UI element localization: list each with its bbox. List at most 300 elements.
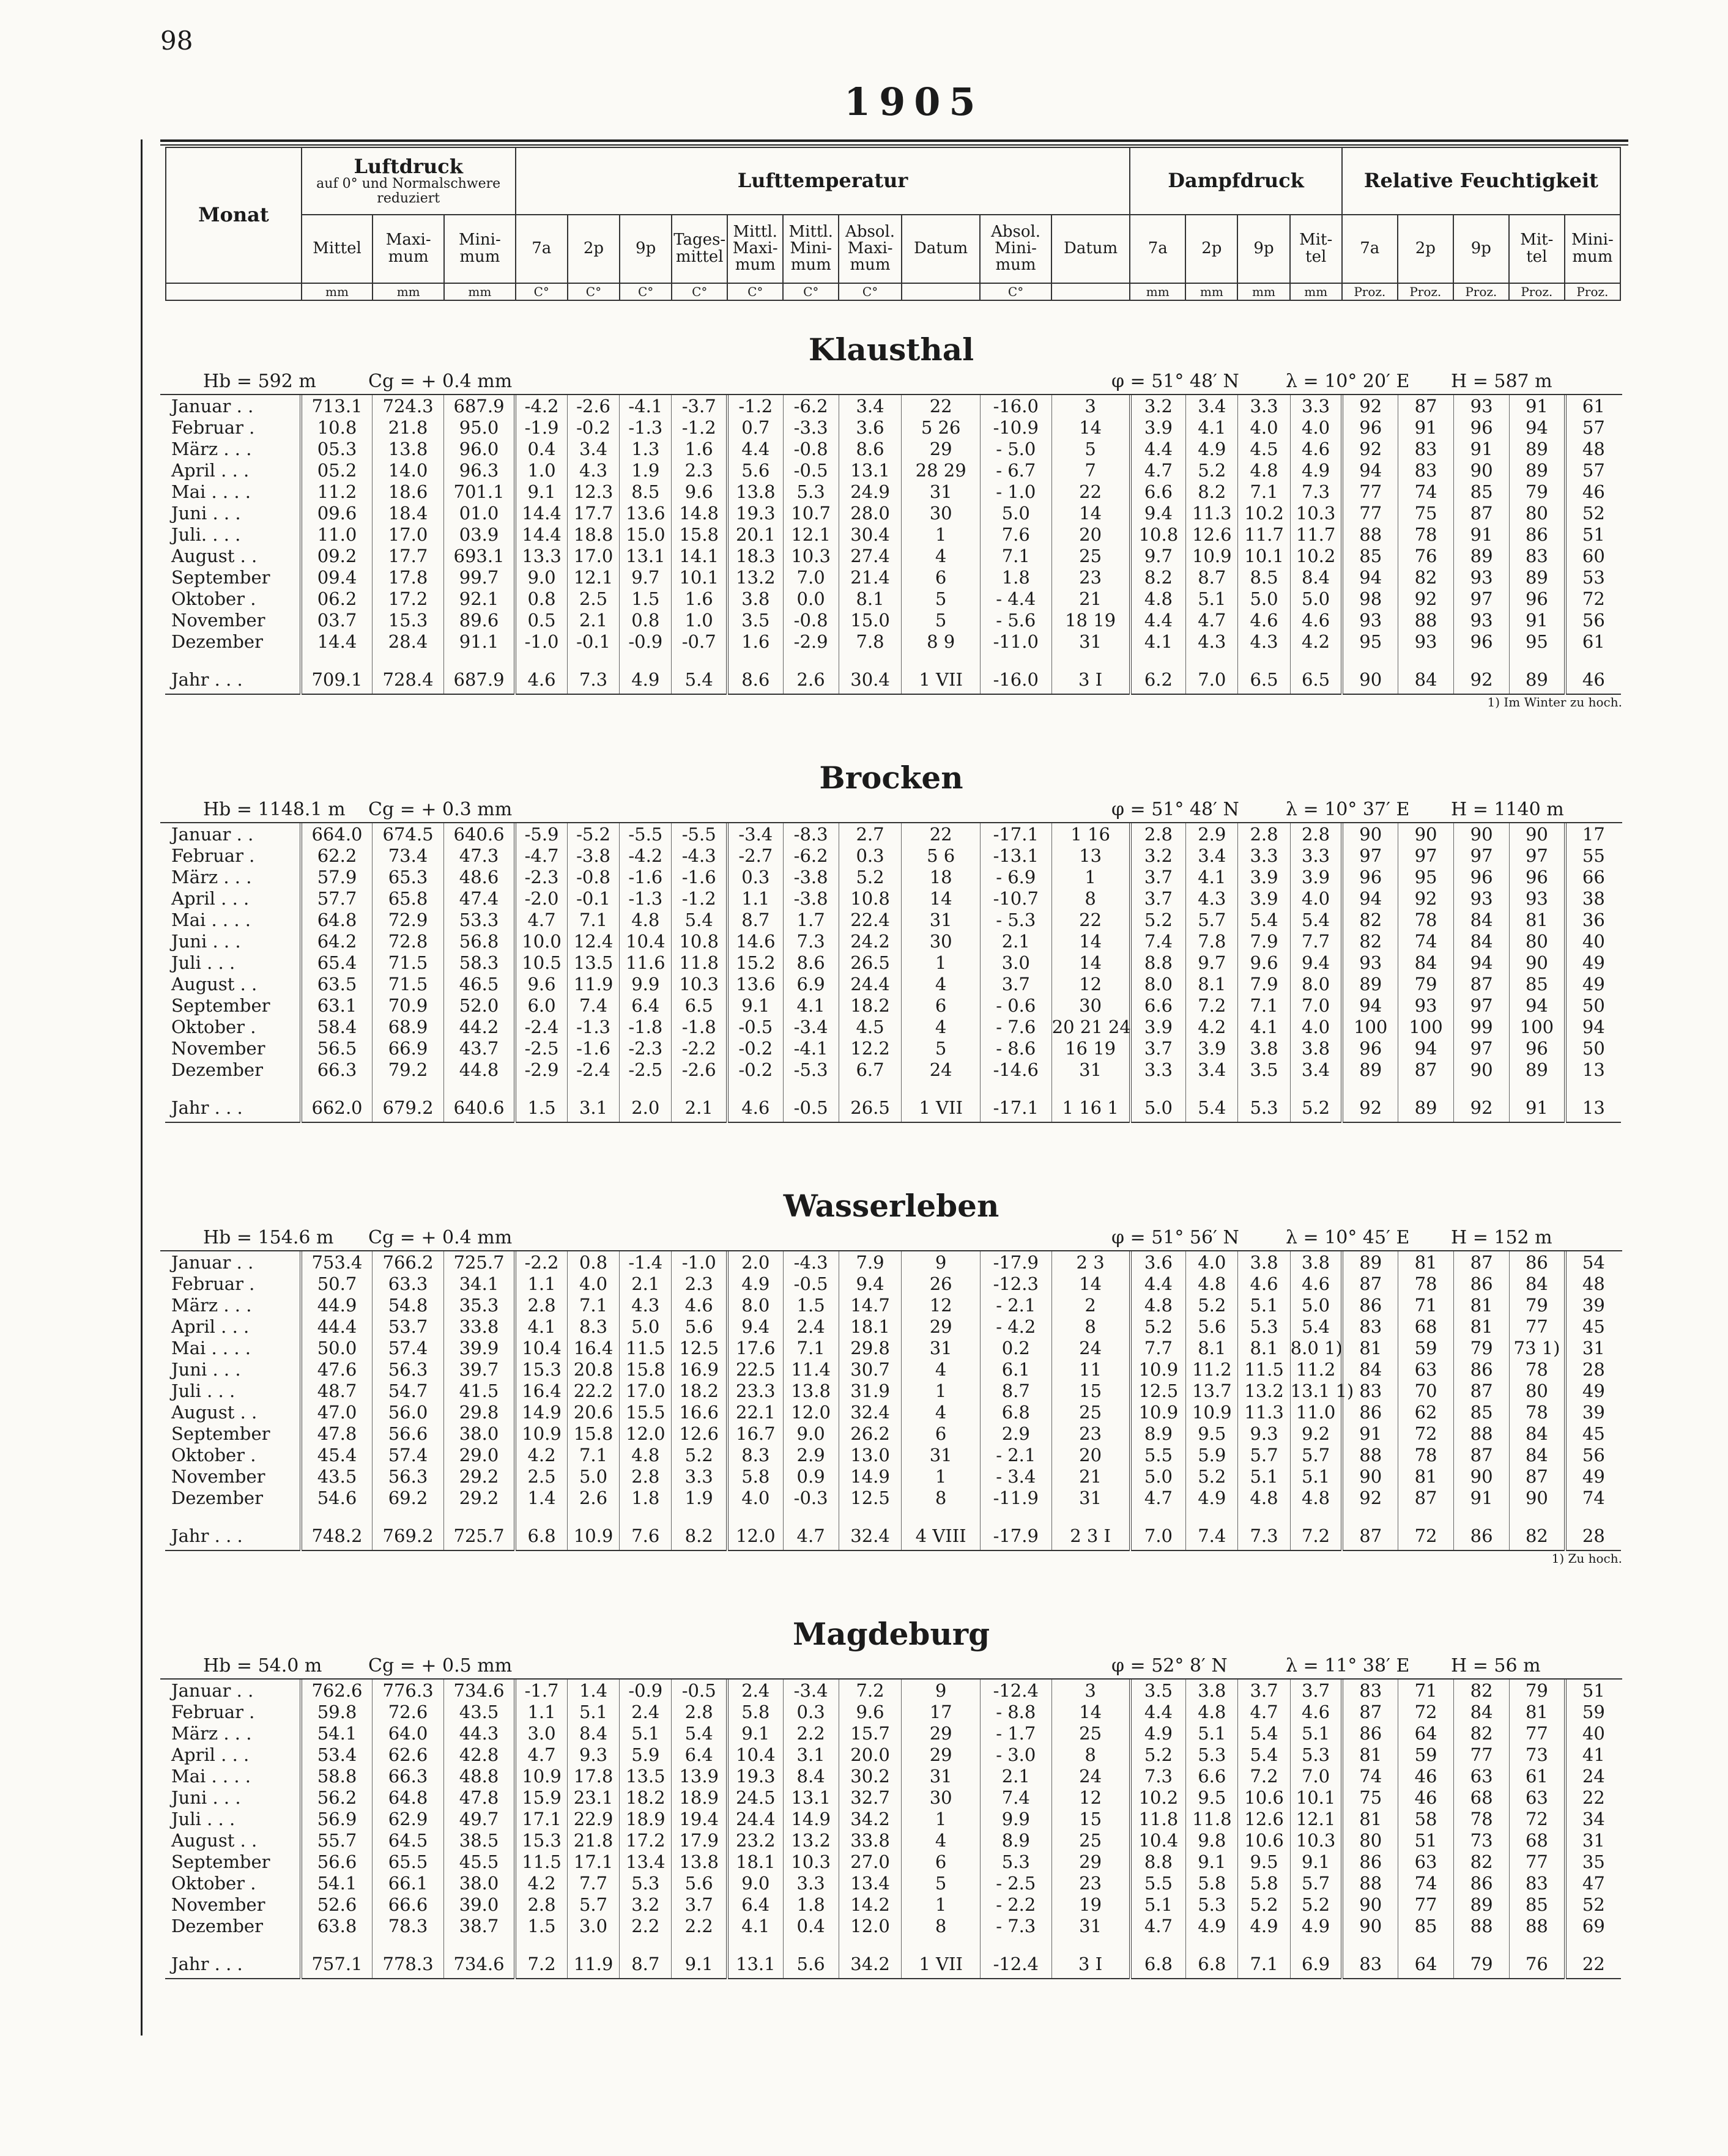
data-cell: -4.2 [515, 395, 567, 417]
data-cell: 81 [1510, 909, 1565, 930]
data-cell: 13.1 [727, 1936, 783, 1979]
data-cell: 11.3 [1238, 1401, 1290, 1423]
data-cell: 1 VII [902, 1936, 980, 1979]
data-cell: 3.7 [980, 973, 1051, 995]
data-cell: 21.8 [567, 1829, 619, 1851]
data-cell: 25 [1051, 1401, 1130, 1423]
data-cell: 83 [1342, 1936, 1398, 1979]
data-cell: 1.0 [672, 609, 727, 631]
data-cell: 8.2 [1186, 481, 1238, 502]
data-cell: 7.1 [980, 545, 1051, 566]
data-cell: 24.5 [727, 1787, 783, 1808]
data-cell: 32.7 [839, 1787, 902, 1808]
data-cell: 11.2 [301, 481, 373, 502]
data-cell: 4.0 [727, 1487, 783, 1508]
data-cell: 46.5 [443, 973, 515, 995]
data-cell: -3.4 [783, 1680, 839, 1701]
month-label: August . . [171, 1401, 258, 1423]
data-cell: 9.1 [727, 1722, 783, 1744]
data-cell: 2.5 [567, 588, 619, 609]
data-cell: 19.3 [727, 502, 783, 524]
data-cell: - 4.4 [980, 588, 1051, 609]
data-cell: 82 [1398, 566, 1454, 588]
data-cell: 3.2 [1130, 845, 1186, 866]
data-cell: 87 [1454, 502, 1510, 524]
data-cell: 1 [1051, 866, 1130, 887]
station-section [160, 330, 1622, 709]
data-cell: 8 [1051, 1316, 1130, 1337]
data-cell: 7.4 [1186, 1508, 1238, 1550]
data-cell: 63.8 [301, 1915, 373, 1936]
data-cell: 640.6 [443, 823, 515, 845]
header-unit: C° [727, 283, 783, 300]
data-cell: 21.8 [373, 417, 444, 438]
data-cell: 12.0 [620, 1423, 672, 1444]
station-section [160, 1615, 1622, 1979]
data-cell: 78.3 [373, 1915, 444, 1936]
data-cell: 7.9 [839, 1251, 902, 1273]
station-table [165, 823, 1621, 1123]
data-cell: 66.1 [373, 1872, 444, 1894]
data-cell: 72.9 [373, 909, 444, 930]
data-cell: 61 [1565, 631, 1621, 652]
data-cell: 4.0 [1238, 417, 1290, 438]
data-cell: 18.9 [672, 1787, 727, 1808]
data-cell: 85 [1510, 973, 1565, 995]
data-cell: 8.7 [620, 1936, 672, 1979]
data-cell: 4.2 [515, 1444, 567, 1465]
station-name: Wasserleben [783, 1188, 999, 1224]
data-cell: 687.9 [443, 652, 515, 694]
page-number: 98 [160, 26, 193, 56]
data-cell: - 5.0 [980, 438, 1051, 459]
data-cell: 77 [1342, 502, 1398, 524]
data-cell: 31 [1565, 1829, 1621, 1851]
data-cell: 41.5 [443, 1380, 515, 1401]
data-cell: 3.9 [1290, 866, 1342, 887]
data-cell: 2.9 [980, 1423, 1051, 1444]
data-cell: 4.8 [1130, 1294, 1186, 1316]
data-cell: 8 9 [902, 631, 980, 652]
data-cell: 4.8 [1238, 1487, 1290, 1508]
data-cell: 693.1 [443, 545, 515, 566]
data-cell: -17.9 [980, 1508, 1051, 1550]
month-label: Jahr . . . [165, 1936, 301, 1979]
data-cell: 89 [1342, 1059, 1398, 1080]
data-cell: 09.2 [301, 545, 373, 566]
data-cell: 14.0 [373, 459, 444, 481]
data-cell: 53.7 [373, 1316, 444, 1337]
data-cell: 88 [1398, 609, 1454, 631]
data-cell: 7.8 [1186, 930, 1238, 952]
data-cell: 43.5 [301, 1465, 373, 1487]
header-luftdruck-sub: auf 0° und Normalschwere reduziert [316, 176, 501, 206]
data-cell: 12.4 [567, 930, 619, 952]
month-label: Dezember [171, 631, 263, 652]
month-row [165, 1872, 1621, 1894]
data-cell: 90 [1510, 952, 1565, 973]
data-cell: 725.7 [443, 1508, 515, 1550]
data-cell: 92 [1398, 588, 1454, 609]
data-cell: 6.5 [1238, 652, 1290, 694]
data-cell: 47.8 [443, 1787, 515, 1808]
data-cell: 23 [1051, 566, 1130, 588]
station-h: H = 152 m [1451, 1227, 1552, 1248]
data-cell: 8.5 [1238, 566, 1290, 588]
data-cell: 8.7 [727, 909, 783, 930]
data-cell: 11.0 [301, 524, 373, 545]
data-cell: 5.7 [1290, 1872, 1342, 1894]
month-row [165, 1423, 1621, 1444]
data-cell: 83 [1342, 1680, 1398, 1701]
data-cell: 82 [1454, 1680, 1510, 1701]
data-cell: 94 [1342, 887, 1398, 909]
month-row [165, 609, 1621, 631]
data-cell: 1.1 [727, 887, 783, 909]
data-cell: 87 [1454, 1444, 1510, 1465]
data-cell: 85 [1454, 1401, 1510, 1423]
data-cell: 762.6 [301, 1680, 373, 1701]
year-row [165, 1080, 1621, 1122]
data-cell: 56.6 [373, 1423, 444, 1444]
data-cell: 9.1 [1290, 1851, 1342, 1872]
data-cell: 57.4 [373, 1444, 444, 1465]
data-cell: -13.1 [980, 845, 1051, 866]
data-cell: 4.2 [1186, 1016, 1238, 1037]
data-cell: 5.4 [672, 909, 727, 930]
data-cell: 7.3 [1238, 1508, 1290, 1550]
data-cell: 5.7 [1186, 909, 1238, 930]
data-cell: 6.6 [1186, 1765, 1238, 1787]
station-meta [160, 1654, 1622, 1680]
data-cell: 39 [1565, 1401, 1621, 1423]
data-cell: 1.0 [515, 459, 567, 481]
data-cell: 0.8 [620, 609, 672, 631]
data-cell: 63 [1398, 1851, 1454, 1872]
data-cell: 100 [1510, 1016, 1565, 1037]
data-cell: 15.3 [515, 1829, 567, 1851]
data-cell: 2.1 [980, 1765, 1051, 1787]
data-cell: -1.6 [567, 1037, 619, 1059]
data-cell: 24.9 [839, 481, 902, 502]
year-row [165, 1936, 1621, 1979]
data-cell: 4.9 [1130, 1722, 1186, 1744]
data-cell: 22 [1565, 1936, 1621, 1979]
data-cell: 29.2 [443, 1487, 515, 1508]
data-cell: 6.4 [727, 1894, 783, 1915]
data-cell: 3 I [1051, 1936, 1130, 1979]
data-cell: 2.8 [1290, 823, 1342, 845]
year-row [165, 1508, 1621, 1550]
data-cell: 93 [1454, 566, 1510, 588]
month-row [165, 1337, 1621, 1358]
data-cell: 64 [1398, 1722, 1454, 1744]
data-cell: 18.2 [839, 995, 902, 1016]
data-cell: 12.6 [672, 1423, 727, 1444]
data-cell: 92 [1342, 438, 1398, 459]
month-row [165, 1380, 1621, 1401]
data-cell: 47.4 [443, 887, 515, 909]
data-cell: 15.8 [567, 1423, 619, 1444]
header-unit: mm [1185, 283, 1237, 300]
data-cell: 97 [1454, 845, 1510, 866]
data-cell: 8 [902, 1915, 980, 1936]
data-cell: -2.2 [672, 1037, 727, 1059]
data-cell: 7.7 [567, 1872, 619, 1894]
data-cell: 94 [1510, 417, 1565, 438]
data-cell: 1 VII [902, 652, 980, 694]
data-cell: 24 [1051, 1337, 1130, 1358]
month-label: März . . . [171, 866, 252, 887]
header-unit: mm [1130, 283, 1185, 300]
data-cell: 78 [1398, 524, 1454, 545]
data-cell: 6 [902, 566, 980, 588]
data-cell: 4.0 [1290, 417, 1342, 438]
data-cell: 11.9 [567, 1936, 619, 1979]
header-luftdruck-title: Luftdruck [354, 154, 463, 178]
data-cell: 62.6 [373, 1744, 444, 1765]
data-cell: 96.0 [443, 438, 515, 459]
data-cell: 46 [1398, 1765, 1454, 1787]
data-cell: 8.4 [1290, 566, 1342, 588]
data-cell: 06.2 [301, 588, 373, 609]
data-cell: 84 [1398, 652, 1454, 694]
data-cell: 64.0 [373, 1722, 444, 1744]
data-cell: 10.9 [567, 1508, 619, 1550]
data-cell: 55.7 [301, 1829, 373, 1851]
data-cell: 75 [1398, 502, 1454, 524]
data-cell: 4.7 [1238, 1701, 1290, 1722]
data-cell: -16.0 [980, 652, 1051, 694]
data-cell: 6.8 [980, 1401, 1051, 1423]
data-cell: 9.0 [783, 1423, 839, 1444]
data-cell: 9.7 [620, 566, 672, 588]
data-cell: 713.1 [301, 395, 373, 417]
month-label: Juni . . . [171, 502, 241, 524]
data-cell: 88 [1342, 1872, 1398, 1894]
data-cell: 29.8 [839, 1337, 902, 1358]
data-cell: - 1.7 [980, 1722, 1051, 1744]
data-cell: 5.1 [1186, 1722, 1238, 1744]
data-cell: 8.0 1) [1290, 1337, 1343, 1358]
data-cell: 87 [1342, 1508, 1398, 1550]
data-cell: 4 [902, 1401, 980, 1423]
month-label: Juli . . . [171, 1380, 235, 1401]
data-cell: 12.0 [839, 1915, 902, 1936]
data-cell: 3.7 [672, 1894, 727, 1915]
data-cell: 4.9 [620, 652, 672, 694]
data-cell: 20.6 [567, 1401, 619, 1423]
data-cell: 1 [902, 524, 980, 545]
data-cell: 1.5 [620, 588, 672, 609]
data-cell: - 7.3 [980, 1915, 1051, 1936]
data-cell: 10.8 [672, 930, 727, 952]
data-cell: 63 [1454, 1765, 1510, 1787]
data-cell: 4.6 [672, 1294, 727, 1316]
data-cell: 5 [902, 609, 980, 631]
data-cell: 59.8 [301, 1701, 373, 1722]
data-cell: -1.6 [672, 866, 727, 887]
data-cell: 4.1 [1186, 417, 1238, 438]
data-cell: 14 [1051, 502, 1130, 524]
header-col: Mini-mum [444, 215, 516, 283]
data-cell: -12.4 [980, 1680, 1051, 1701]
top-rule [160, 139, 1628, 142]
data-cell: -2.0 [515, 887, 567, 909]
data-cell: 58 [1398, 1808, 1454, 1829]
data-cell: 79 [1510, 481, 1565, 502]
data-cell: 7.2 [1238, 1765, 1290, 1787]
data-cell: 71 [1398, 1294, 1454, 1316]
data-cell: 6.4 [672, 1744, 727, 1765]
data-cell: 95 [1398, 866, 1454, 887]
month-row [165, 395, 1621, 417]
data-cell: 2 3 I [1051, 1508, 1130, 1550]
data-cell: 31 [902, 909, 980, 930]
data-cell: 9.4 [1290, 952, 1342, 973]
data-cell: 56.0 [373, 1401, 444, 1423]
data-cell: 1.8 [980, 566, 1051, 588]
data-cell: 33.8 [839, 1829, 902, 1851]
header-unit: C° [783, 283, 839, 300]
data-cell: 05.2 [301, 459, 373, 481]
data-cell: 1.5 [515, 1080, 567, 1122]
data-cell: 46 [1565, 652, 1621, 694]
data-cell: 13.6 [620, 502, 672, 524]
data-cell: 48.8 [443, 1765, 515, 1787]
data-cell: 31 [1051, 1487, 1130, 1508]
data-cell: 24 [902, 1059, 980, 1080]
month-label: Juni . . . [171, 1787, 241, 1808]
data-cell: 13.0 [839, 1444, 902, 1465]
data-cell: 4.1 [783, 995, 839, 1016]
data-cell: 748.2 [301, 1508, 373, 1550]
data-cell: 5.5 [1130, 1444, 1186, 1465]
data-cell: 70.9 [373, 995, 444, 1016]
header-col: Datum [1051, 215, 1130, 283]
month-row [165, 845, 1621, 866]
data-cell: 35 [1565, 1851, 1621, 1872]
data-cell: 2.8 [620, 1465, 672, 1487]
data-cell: 3.8 [1290, 1037, 1342, 1059]
data-cell: 2.9 [783, 1444, 839, 1465]
station-h: H = 587 m [1451, 371, 1552, 392]
data-cell: 90 [1510, 1487, 1565, 1508]
data-cell: 24.4 [727, 1808, 783, 1829]
month-label: Jahr . . . [165, 1508, 301, 1550]
data-cell: 3.6 [839, 417, 902, 438]
data-cell: 77 [1510, 1722, 1565, 1744]
data-cell: 5.2 [1130, 1316, 1186, 1337]
data-cell: 3.0 [567, 1915, 619, 1936]
data-cell: 25 [1051, 545, 1130, 566]
data-cell: 96 [1454, 866, 1510, 887]
month-row [165, 1765, 1621, 1787]
data-cell: 10.9 [1130, 1358, 1186, 1380]
data-cell: 73.4 [373, 845, 444, 866]
station-footnote: 1) Zu hoch. [1551, 1551, 1622, 1566]
data-cell: -1.6 [620, 866, 672, 887]
data-cell: 16.9 [672, 1358, 727, 1380]
data-cell: 9.4 [1130, 502, 1186, 524]
data-cell: 5.8 [1238, 1872, 1290, 1894]
data-cell: 4.3 [1186, 887, 1238, 909]
data-cell: 2.3 [672, 1273, 727, 1294]
data-cell: 58.8 [301, 1765, 373, 1787]
month-label: November [171, 609, 265, 631]
data-cell: 2.8 [515, 1894, 567, 1915]
month-label: Mai . . . . [171, 1337, 251, 1358]
data-cell: 14.1 [672, 545, 727, 566]
data-cell: 50.7 [301, 1273, 373, 1294]
data-cell: 5.1 [567, 1701, 619, 1722]
data-cell: 26.5 [839, 1080, 902, 1122]
data-cell: 0.3 [727, 866, 783, 887]
data-cell: 757.1 [301, 1936, 373, 1979]
data-cell: -3.3 [783, 417, 839, 438]
data-cell: 29 [1051, 1851, 1130, 1872]
data-cell: 83 [1398, 459, 1454, 481]
data-cell: -1.8 [620, 1016, 672, 1037]
data-cell: 22.5 [727, 1358, 783, 1380]
data-cell: 15.3 [515, 1358, 567, 1380]
data-cell: 9.7 [1186, 952, 1238, 973]
data-cell: 52 [1565, 502, 1621, 524]
data-cell: -17.1 [980, 1080, 1051, 1122]
data-cell: 5.1 [620, 1722, 672, 1744]
data-cell: 19.4 [672, 1808, 727, 1829]
data-cell: 1.9 [620, 459, 672, 481]
data-cell: 728.4 [373, 652, 444, 694]
data-cell: 44.4 [301, 1316, 373, 1337]
data-cell: - 3.0 [980, 1744, 1051, 1765]
data-cell: 2.2 [672, 1915, 727, 1936]
data-cell: 9.9 [980, 1808, 1051, 1829]
data-cell: 5.2 [1186, 1294, 1238, 1316]
data-cell: 3.3 [672, 1465, 727, 1487]
station-footnote: 1) Im Winter zu hoch. [1487, 695, 1622, 709]
data-cell: 17.8 [567, 1765, 619, 1787]
data-cell: 31 [902, 1765, 980, 1787]
data-cell: 13 [1565, 1059, 1621, 1080]
data-cell: 43.5 [443, 1701, 515, 1722]
data-cell: 22.9 [567, 1808, 619, 1829]
data-cell: 30 [1051, 995, 1130, 1016]
data-cell: 0.3 [839, 845, 902, 866]
month-label: September [171, 1423, 270, 1444]
data-cell: 77 [1454, 1744, 1510, 1765]
data-cell: -8.3 [783, 823, 839, 845]
data-cell: 766.2 [373, 1251, 444, 1273]
data-cell: 9.1 [672, 1936, 727, 1979]
data-cell: 91 [1510, 1080, 1565, 1122]
header-luftdruck [302, 147, 516, 215]
data-cell: 90 [1398, 823, 1454, 845]
data-cell: 53.3 [443, 909, 515, 930]
data-cell: 17.8 [373, 566, 444, 588]
data-cell: 10.2 [1238, 502, 1290, 524]
data-cell: 5.5 [1130, 1872, 1186, 1894]
data-cell: 57 [1565, 417, 1621, 438]
data-cell: 17.2 [620, 1829, 672, 1851]
data-cell: -1.0 [672, 1251, 727, 1273]
header-unit: Proz. [1453, 283, 1509, 300]
data-cell: 69 [1565, 1915, 1621, 1936]
month-row [165, 1465, 1621, 1487]
data-cell: 17.9 [672, 1829, 727, 1851]
data-cell: 66 [1565, 866, 1621, 887]
data-cell: -2.5 [515, 1037, 567, 1059]
